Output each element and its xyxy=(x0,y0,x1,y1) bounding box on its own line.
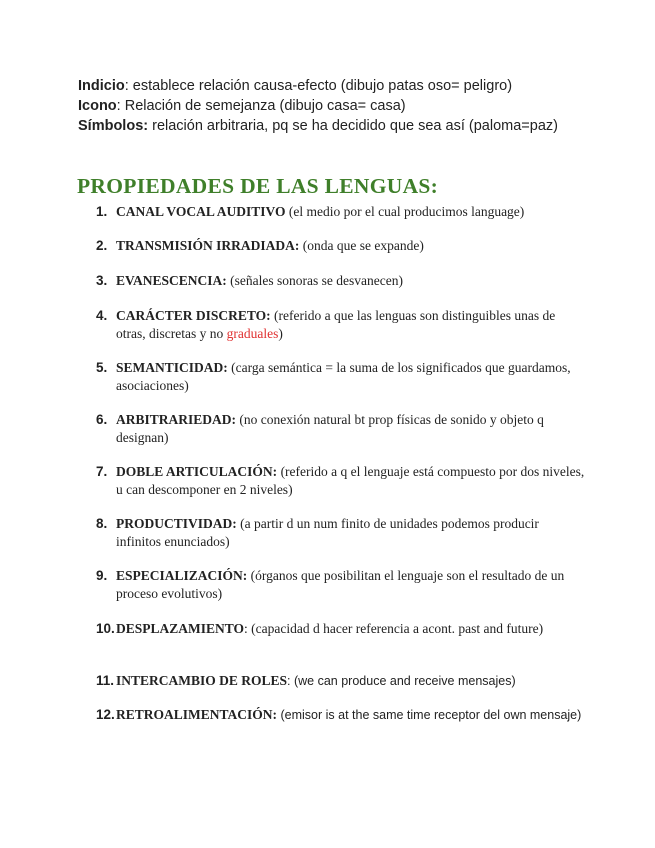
property-name: DOBLE ARTICULACIÓN: xyxy=(116,464,278,479)
item-text xyxy=(116,307,586,343)
intro-line-indicio xyxy=(78,76,558,96)
item-number: 3. xyxy=(96,273,108,288)
property-name: ESPECIALIZACIÓN: xyxy=(116,568,248,583)
item-text xyxy=(116,359,586,395)
property-desc: : (capacidad d hacer referencia a acont. past and future) xyxy=(244,621,544,636)
property-desc: (el medio por el cual producimos language) xyxy=(285,204,525,219)
item-text xyxy=(116,620,586,638)
item-number: 5. xyxy=(96,360,108,375)
definition-icono: Relación de semejanza (dibujo casa= casa) xyxy=(120,98,406,114)
term-indicio: Indicio xyxy=(78,78,125,94)
item-number: 9. xyxy=(96,568,108,583)
item-text xyxy=(116,567,586,603)
intro-line-icono xyxy=(78,96,558,116)
property-desc: (emisor is at the same time receptor del own mensaje) xyxy=(277,708,582,722)
property-name: RETROALIMENTACIÓN: xyxy=(116,707,278,722)
intro-definitions xyxy=(78,76,558,136)
item-number: 6. xyxy=(96,412,108,427)
item-number: 8. xyxy=(96,516,108,531)
property-name: CANAL VOCAL AUDITIVO xyxy=(116,204,286,219)
section-heading: PROPIEDADES DE LAS LENGUAS: xyxy=(77,174,439,199)
list-item xyxy=(96,620,586,638)
definition-simbolos: relación arbitraria, pq se ha decidido que sea así (paloma=paz) xyxy=(148,118,558,134)
property-desc: (referido a que las lenguas son distinguibles unas de otras, discretas y no xyxy=(116,308,556,341)
list-item xyxy=(96,272,586,290)
item-text xyxy=(116,672,586,690)
term-simbolos: Símbolos: xyxy=(78,118,149,134)
property-name: DESPLAZAMIENTO xyxy=(116,621,245,636)
item-number: 1. xyxy=(96,204,108,219)
list-item xyxy=(96,515,586,551)
item-number: 7. xyxy=(96,464,108,479)
list-item xyxy=(96,411,586,447)
list-item xyxy=(96,237,586,255)
list-item xyxy=(96,672,586,690)
term-sep: : xyxy=(124,78,129,94)
property-desc: (órganos que posibilitan el lenguaje son el resultado de un proceso evolutivos) xyxy=(116,568,565,601)
property-name: SEMANTICIDAD: xyxy=(116,360,228,375)
item-number: 4. xyxy=(96,308,108,323)
item-text xyxy=(116,515,586,551)
item-number: 12. xyxy=(96,707,115,722)
property-name: PRODUCTIVIDAD: xyxy=(116,516,237,531)
item-number: 10. xyxy=(96,621,115,636)
highlighted-word: graduales xyxy=(226,326,279,341)
list-item xyxy=(96,307,586,343)
list-item xyxy=(96,203,586,221)
property-name: EVANESCENCIA: xyxy=(116,273,227,288)
item-number: 2. xyxy=(96,238,108,253)
property-desc: (no conexión natural bt prop físicas de sonido y objeto q designan) xyxy=(116,412,544,445)
property-desc: : (we can produce and receive mensajes) xyxy=(287,674,516,688)
property-desc: (a partir d un num finito de unidades podemos producir infinitos enunciados) xyxy=(116,516,539,549)
property-name: ARBITRARIEDAD: xyxy=(116,412,237,427)
item-text xyxy=(116,706,586,724)
item-number: 11. xyxy=(96,673,115,688)
item-text xyxy=(116,237,586,255)
property-desc: (carga semántica = la suma de los significados que guardamos, asociaciones) xyxy=(116,360,571,393)
list-item xyxy=(96,359,586,395)
property-desc: (referido a q el lenguaje está compuesto por dos niveles, u can descomponer en 2 niveles) xyxy=(116,464,585,497)
item-text xyxy=(116,272,586,290)
intro-line-simbolos xyxy=(78,116,558,136)
property-name: TRANSMISIÓN IRRADIADA: xyxy=(116,238,300,253)
list-item xyxy=(96,567,586,603)
property-name: CARÁCTER DISCRETO: xyxy=(116,308,271,323)
definition-indicio: establece relación causa-efecto (dibujo patas oso= peligro) xyxy=(128,78,513,94)
item-text xyxy=(116,411,586,447)
list-item xyxy=(96,463,586,499)
term-icono: Icono xyxy=(78,98,117,114)
list-item xyxy=(96,706,586,724)
item-text xyxy=(116,203,586,221)
property-desc: (onda que se expande) xyxy=(299,238,424,253)
term-sep: : xyxy=(116,98,121,114)
property-name: INTERCAMBIO DE ROLES xyxy=(116,673,288,688)
item-text xyxy=(116,463,586,499)
property-desc: (señales sonoras se desvanecen) xyxy=(226,273,403,288)
property-desc-end: ) xyxy=(278,326,283,341)
